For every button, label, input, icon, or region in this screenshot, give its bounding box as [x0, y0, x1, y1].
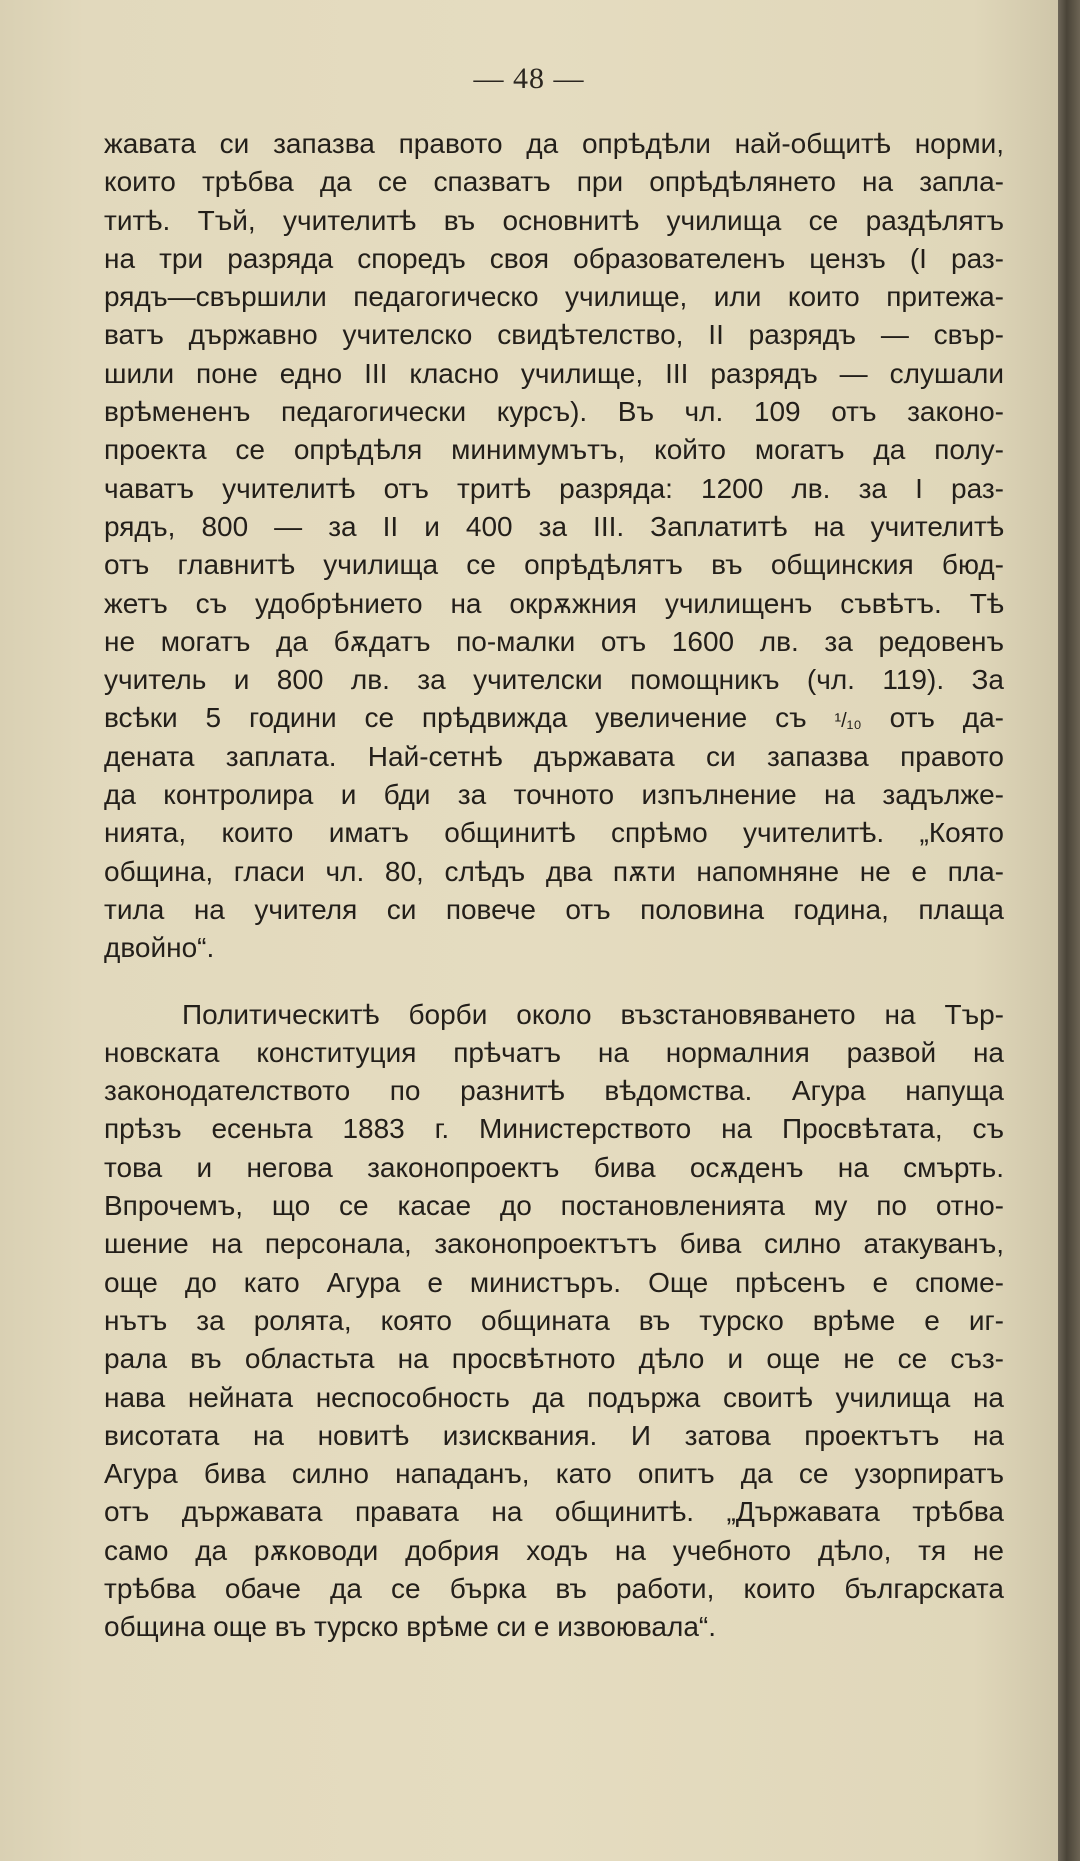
text-line-end: отъ да- — [861, 702, 1005, 734]
text-line: шили поне едно III класно училище, III разрядъ — слушали — [104, 357, 1004, 389]
text-line: учитель и 800 лв. за учителски помощникъ (чл. 119). За — [104, 664, 1004, 696]
page-number: — 48 — — [473, 62, 585, 95]
text-line: община още въ турско врѣме си е извоювала“. — [104, 1611, 717, 1643]
text-line: жетъ съ удобрѣнието на окрѫжния училищенъ съвѣтъ. Тѣ — [104, 587, 1004, 619]
text-line: ватъ държавно учителско свидѣтелство, II разрядъ — свър- — [104, 319, 1004, 351]
text-line: законодателството по разнитѣ вѣдомства. Агура напуща — [104, 1075, 1004, 1107]
text-line: титѣ. Тъй, учителитѣ въ основнитѣ училища се раздѣлятъ — [104, 204, 1004, 236]
text-line-start: всѣки 5 години се прѣдвижда увеличение съ — [104, 702, 835, 734]
text-line: Впрочемъ, що се касае до постановленията му по отно- — [104, 1190, 1004, 1222]
text-line-with-fraction — [104, 699, 1004, 737]
paragraph-gap — [104, 968, 1004, 996]
fraction: ¹/₁₀ — [834, 710, 862, 733]
text-line: двойно“. — [104, 932, 215, 964]
text-line: които трѣбва да се спазватъ при опрѣдѣлянето на запла- — [104, 166, 1004, 198]
text-line: нията, които иматъ общинитѣ спрѣмо учителитѣ. „Която — [104, 817, 1004, 849]
text-line: трѣбва обаче да се бърка въ работи, които българската — [104, 1572, 1004, 1604]
text-line: чаватъ учителитѣ отъ тритѣ разряда: 1200 лв. за I раз- — [104, 472, 1004, 504]
text-line: новската конституция прѣчатъ на нормалния развой на — [104, 1036, 1004, 1068]
text-line: рядъ—свършили педагогическо училище, или които притежа- — [104, 281, 1004, 313]
text-line: отъ държавата правата на общинитѣ. „Държавата трѣбва — [104, 1496, 1004, 1528]
text-line: нътъ за ролята, която общината въ турско врѣме е иг- — [104, 1304, 1004, 1336]
text-line: висотата на новитѣ изисквания. И затова проектътъ на — [104, 1419, 1004, 1451]
text-line: Агура бива силно нападанъ, като опитъ да се узорпиратъ — [104, 1458, 1004, 1490]
text-line: Политическитѣ борби около възстановяването на Тър- — [182, 998, 1004, 1030]
text-line: жавата си запазва правото да опрѣдѣли най-общитѣ норми, — [104, 128, 1004, 159]
text-line: прѣзъ есеньта 1883 г. Министерството на Просвѣтата, съ — [104, 1113, 1004, 1145]
text-line: рядъ, 800 — за II и 400 за III. Заплатитѣ на учителитѣ — [104, 510, 1004, 542]
text-line: само да рѫководи добрия ходъ на учебното дѣло, тя не — [104, 1534, 1004, 1566]
text-line: това и негова законопроектъ бива осѫденъ на смърть. — [104, 1151, 1004, 1183]
text-line: на три разряда споредъ своя образователенъ цензъ (I раз- — [104, 242, 1004, 274]
text-line: още до като Агура е министъръ. Още прѣсенъ е споме- — [104, 1266, 1004, 1298]
text-line: отъ главнитѣ училища се опрѣдѣлятъ въ общинския бюд- — [104, 549, 1004, 581]
page-text — [104, 125, 1004, 1647]
text-line: община, гласи чл. 80, слѣдъ два пѫти напомняне не е пла- — [104, 855, 1004, 887]
text-line: шение на персонала, законопроектътъ бива силно атакуванъ, — [104, 1228, 1004, 1260]
text-line: да контролира и бди за точното изпълнение на задълже- — [104, 779, 1004, 811]
text-line: не могатъ да бѫдатъ по-малки отъ 1600 лв. за редовенъ — [104, 625, 1004, 657]
text-line: нава нейната неспособность да подържа своитѣ училища на — [104, 1381, 1004, 1413]
text-line: дената заплата. Най-сетнѣ държавата си запазва правото — [104, 740, 1004, 772]
text-line: врѣмененъ педагогически курсъ). Въ чл. 109 отъ законо- — [104, 396, 1004, 428]
text-line: рала въ областьта на просвѣтното дѣло и още не се съз- — [104, 1343, 1004, 1375]
text-line: тила на учителя си повече отъ половина година, плаща — [104, 893, 1004, 925]
text-line: проекта се опрѣдѣля минимумътъ, който могатъ да полу- — [104, 434, 1004, 466]
page-edge-shadow — [1058, 0, 1080, 1861]
